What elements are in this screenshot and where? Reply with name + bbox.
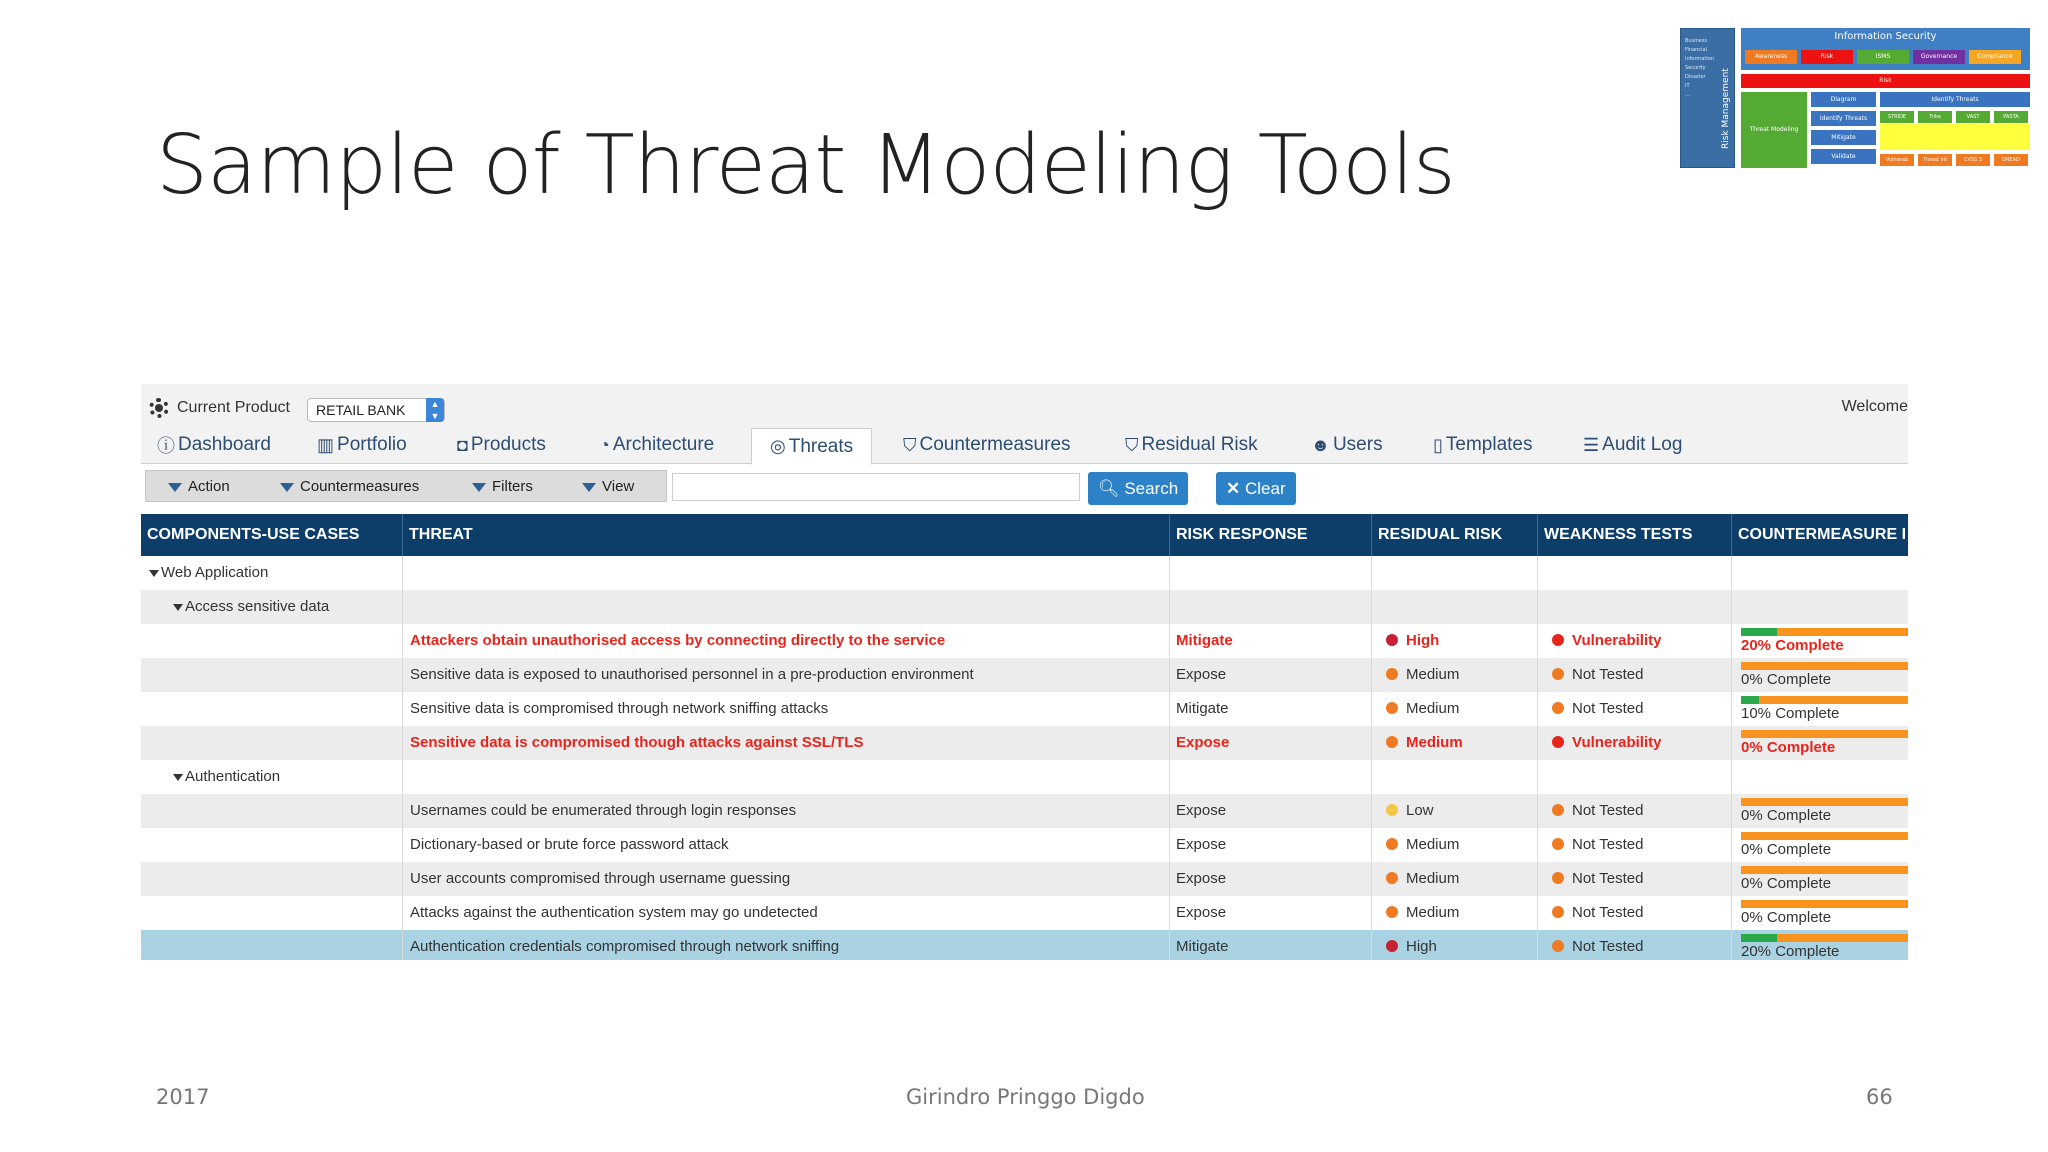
grid-cell [1170, 862, 1372, 896]
group-label: Web Application [161, 564, 269, 581]
side-item: Business [1685, 38, 1708, 44]
step: Validate [1811, 149, 1876, 164]
grid-cell [1372, 692, 1538, 726]
progress-bar [1741, 628, 1908, 636]
progress-label: 0% Complete [1741, 841, 1832, 858]
column-header[interactable]: RISK RESPONSE [1170, 514, 1372, 556]
tab-architecture[interactable] [599, 426, 714, 464]
grid-cell [403, 794, 1170, 828]
grid-cell [403, 760, 1170, 794]
residual-risk: Low [1406, 802, 1434, 819]
test-status-dot-icon [1552, 702, 1564, 714]
grid-cell [1538, 658, 1732, 692]
chip: ISMS [1857, 50, 1909, 64]
tab-label: Portfolio [337, 434, 407, 455]
grid-cell [1732, 862, 1908, 896]
tab-users[interactable] [1311, 426, 1383, 464]
tab-templates[interactable] [1433, 426, 1533, 464]
grid-cell [141, 692, 403, 726]
group-label: Authentication [185, 768, 281, 785]
threat-text: Authentication credentials compromised through network sniffing [410, 938, 840, 955]
side-list [1685, 37, 1714, 100]
method: Vulnerab [1880, 154, 1914, 166]
grid-cell [1538, 760, 1732, 794]
tab-label: Users [1332, 434, 1383, 455]
tab-threats[interactable] [751, 428, 872, 465]
method: CVSS 3 [1956, 154, 1990, 166]
tab-countermeasures[interactable] [903, 426, 1071, 464]
table-row[interactable] [141, 726, 1908, 760]
grid-cell [1538, 794, 1732, 828]
compass-icon: ◔ [599, 434, 610, 455]
risk-bar: Risk [1741, 74, 2030, 88]
tab-portfolio[interactable] [317, 426, 407, 464]
group-label: Access sensitive data [185, 598, 330, 615]
grid-cell [1538, 828, 1732, 862]
risk-status-dot-icon [1386, 634, 1398, 646]
grid-cell [1538, 896, 1732, 930]
risk-response: Expose [1176, 836, 1227, 853]
grid-cell [1372, 828, 1538, 862]
grid-header [141, 514, 1908, 556]
side-item: Financial [1685, 47, 1707, 53]
grid-cell [1372, 794, 1538, 828]
action-menu[interactable] [168, 471, 230, 503]
grid-cell [1170, 692, 1372, 726]
group-row[interactable] [141, 590, 1908, 624]
product-value: RETAIL BANK [316, 402, 406, 418]
method: VAST [1956, 111, 1990, 123]
chip: Compliance [1969, 50, 2021, 64]
grid-cell [403, 828, 1170, 862]
column-header[interactable]: THREAT [403, 514, 1170, 556]
toolbar [145, 470, 1908, 506]
grid-cell [1170, 624, 1372, 658]
tab-label: Templates [1445, 434, 1533, 455]
grid-cell [1732, 930, 1908, 960]
threat-text: Sensitive data is compromised through network sniffing attacks [410, 700, 829, 717]
tab-label: Threats [788, 435, 854, 457]
risk-status-dot-icon [1386, 838, 1398, 850]
side-item: Disaster [1685, 74, 1706, 80]
progress-bar [1741, 866, 1908, 874]
grid-cell [1732, 760, 1908, 794]
risk-response: Mitigate [1176, 632, 1233, 649]
grid-cell [141, 896, 403, 930]
grid-cell [403, 590, 1170, 624]
side-item: Information [1685, 56, 1714, 62]
expand-caret-icon[interactable] [173, 774, 183, 781]
expand-caret-icon[interactable] [149, 570, 159, 577]
tab-label: Residual Risk [1141, 434, 1258, 455]
risk-status-dot-icon [1386, 668, 1398, 680]
test-status-dot-icon [1552, 838, 1564, 850]
dropdown-arrow-icon [280, 483, 294, 492]
method: DREAD [1994, 154, 2028, 166]
residual-risk: Medium [1406, 870, 1460, 887]
expand-caret-icon[interactable] [173, 604, 183, 611]
grid-cell [141, 828, 403, 862]
risk-status-dot-icon [1386, 736, 1398, 748]
progress-bar [1741, 730, 1908, 738]
progress-fill [1741, 696, 1759, 704]
weakness-test: Vulnerability [1572, 734, 1662, 751]
residual-risk: High [1406, 938, 1437, 955]
grid-cell [403, 556, 1170, 590]
tab-audit-log[interactable] [1583, 426, 1682, 464]
grid-cell [403, 726, 1170, 760]
grid-cell [1538, 930, 1732, 960]
grid-cell [1538, 692, 1732, 726]
clear-label: Clear [1244, 479, 1286, 498]
progress-bar [1741, 662, 1908, 670]
grid-cell [1732, 692, 1908, 726]
side-item: ... [1685, 92, 1690, 98]
tab-label: Countermeasures [919, 434, 1071, 455]
weakness-test: Not Tested [1572, 870, 1644, 887]
risk-management-bar [1680, 28, 1735, 168]
grid-cell [1538, 624, 1732, 658]
risk-status-dot-icon [1386, 702, 1398, 714]
table-row[interactable] [141, 862, 1908, 896]
test-status-dot-icon [1552, 872, 1564, 884]
grid-cell [1170, 590, 1372, 624]
risk-status-dot-icon [1386, 940, 1398, 952]
table-row[interactable] [141, 624, 1908, 658]
risk-status-dot-icon [1386, 872, 1398, 884]
progress-label: 0% Complete [1741, 807, 1832, 824]
residual-risk: Medium [1406, 700, 1460, 717]
test-status-dot-icon [1552, 736, 1564, 748]
side-item: Security [1685, 65, 1706, 71]
progress-label: 20% Complete [1741, 943, 1840, 960]
progress-fill [1741, 628, 1777, 636]
residual-risk: Medium [1406, 836, 1460, 853]
menu-label: Countermeasures [300, 478, 420, 495]
grid-cell [141, 556, 403, 590]
grid-cell [1372, 896, 1538, 930]
test-status-dot-icon [1552, 668, 1564, 680]
grid-cell [141, 794, 403, 828]
threat-text: Sensitive data is exposed to unauthorised personnel in a pre-production environment [410, 666, 974, 683]
threat-text: Usernames could be enumerated through login responses [410, 802, 797, 819]
users-icon: ☻ [1311, 434, 1330, 455]
countermeasures-menu[interactable] [280, 471, 419, 503]
tab-label: Architecture [612, 434, 715, 455]
risk-response: Expose [1176, 802, 1227, 819]
progress-bar [1741, 696, 1908, 704]
grid-cell [141, 624, 403, 658]
progress-fill [1741, 934, 1777, 942]
grid-cell [141, 862, 403, 896]
threat-text: Dictionary-based or brute force password attack [410, 836, 729, 853]
grid-cell [141, 930, 403, 960]
weakness-test: Not Tested [1572, 938, 1644, 955]
step: Identify Threats [1811, 111, 1876, 126]
grid-cell [1372, 862, 1538, 896]
threat-text: Attackers obtain unauthorised access by connecting directly to the service [410, 632, 946, 649]
dropdown-arrow-icon [472, 483, 486, 492]
threat-text: Attacks against the authentication system may go undetected [410, 904, 818, 921]
close-icon: ✕ [1226, 479, 1241, 498]
progress-bar [1741, 900, 1908, 908]
welcome-text: Welcome [1841, 398, 1908, 415]
grid-cell [1372, 726, 1538, 760]
select-arrows-icon[interactable]: ▲ ▼ [426, 398, 444, 422]
weakness-test: Not Tested [1572, 666, 1644, 683]
grid-cell [403, 896, 1170, 930]
current-product-label: Current Product [177, 399, 290, 416]
shield-check-icon: ⛉ [1125, 434, 1139, 455]
grid-cell [1372, 658, 1538, 692]
grid-cell [1170, 828, 1372, 862]
test-status-dot-icon [1552, 634, 1564, 646]
residual-risk: Medium [1406, 734, 1463, 751]
menu-label: Filters [492, 478, 533, 495]
search-input[interactable] [672, 473, 1080, 501]
table-row[interactable] [141, 692, 1908, 726]
list-icon: ☰ [1583, 434, 1600, 455]
grid-cell [141, 760, 403, 794]
method: Trike [1918, 111, 1952, 123]
menu-label: View [602, 478, 635, 495]
grid-cell [1538, 862, 1732, 896]
footer-author: Girindro Pringgo Digdo [906, 1085, 1145, 1109]
weakness-test: Not Tested [1572, 700, 1644, 717]
infosec-block [1741, 28, 2030, 70]
table-row[interactable] [141, 658, 1908, 692]
grid-cell [1170, 556, 1372, 590]
shield-icon: ⛉ [903, 434, 917, 455]
grid-cell [403, 624, 1170, 658]
threats-icon: ◎ [770, 436, 786, 456]
grid-cell [1732, 624, 1908, 658]
grid-cell [1372, 556, 1538, 590]
threat-modeling-app [141, 384, 1908, 960]
clear-button[interactable] [1216, 472, 1296, 505]
method: STRIDE [1880, 111, 1914, 123]
column-header[interactable]: WEAKNESS TESTS [1538, 514, 1732, 556]
test-status-dot-icon [1552, 906, 1564, 918]
clipboard-icon: ▯ [1433, 434, 1443, 455]
column-header[interactable]: RESIDUAL RISK [1372, 514, 1538, 556]
grid-cell [1538, 590, 1732, 624]
main-tabs [141, 426, 1908, 464]
risk-response: Mitigate [1176, 938, 1229, 955]
table-row[interactable] [141, 794, 1908, 828]
grid-cell [1170, 658, 1372, 692]
table-row[interactable] [141, 828, 1908, 862]
column-header[interactable]: COMPONENTS-USE CASES [141, 514, 403, 556]
method: Threat Int [1918, 154, 1952, 166]
tab-dashboard[interactable] [157, 426, 271, 464]
threat-text: User accounts compromised through username guessing [410, 870, 791, 887]
grid-cell [1732, 658, 1908, 692]
view-menu[interactable] [582, 471, 634, 503]
residual-risk: Medium [1406, 666, 1460, 683]
grid-cell [1372, 930, 1538, 960]
side-item: IT [1685, 83, 1690, 89]
filters-menu[interactable] [472, 471, 533, 503]
risk-response: Mitigate [1176, 700, 1229, 717]
weakness-test: Not Tested [1572, 904, 1644, 921]
progress-bar [1741, 832, 1908, 840]
top-bar [141, 384, 1908, 464]
dropdown-arrow-icon [582, 483, 596, 492]
grid-cell [1538, 726, 1732, 760]
grid-cell [1372, 590, 1538, 624]
grid-cell [1732, 794, 1908, 828]
chip: Risk [1801, 50, 1853, 64]
grid-cell [1372, 760, 1538, 794]
grid-cell [1732, 590, 1908, 624]
weakness-test: Vulnerability [1572, 632, 1662, 649]
tab-products[interactable] [457, 426, 546, 464]
progress-label: 10% Complete [1741, 705, 1840, 722]
grid-cell [141, 658, 403, 692]
group-row[interactable] [141, 556, 1908, 590]
search-label: Search [1124, 479, 1179, 498]
risk-status-dot-icon [1386, 906, 1398, 918]
method: PASTA [1994, 111, 2028, 123]
risk-management-diagram [1680, 28, 2030, 168]
risk-status-dot-icon [1386, 804, 1398, 816]
grid-cell [403, 692, 1170, 726]
residual-risk: High [1406, 632, 1440, 649]
grid-cell [1170, 930, 1372, 960]
footer-page-number: 66 [1866, 1085, 1893, 1109]
identify-threats-block: Identify Threats [1880, 92, 2030, 107]
test-status-dot-icon [1552, 804, 1564, 816]
weakness-test: Not Tested [1572, 802, 1644, 819]
chip: Governance [1913, 50, 1965, 64]
grid-cell [1170, 794, 1372, 828]
progress-bar [1741, 798, 1908, 806]
weakness-test: Not Tested [1572, 836, 1644, 853]
grid-cell [1170, 896, 1372, 930]
table-row[interactable] [141, 896, 1908, 930]
search-button[interactable] [1088, 472, 1188, 505]
highlight-mark [1880, 124, 2030, 150]
progress-label: 0% Complete [1741, 671, 1832, 688]
column-header[interactable]: COUNTERMEASURE I [1738, 526, 1907, 543]
gear-icon[interactable] [149, 398, 169, 418]
progress-bar [1741, 934, 1908, 942]
progress-label: 20% Complete [1741, 637, 1844, 654]
grid-cell [1372, 624, 1538, 658]
risk-response: Expose [1176, 904, 1227, 921]
product-select[interactable] [307, 398, 445, 422]
tab-label: Audit Log [1602, 434, 1683, 455]
infosec-title: Information Security [1834, 31, 1937, 42]
dropdown-arrow-icon [168, 483, 182, 492]
vertical-label: Risk Management [1721, 68, 1731, 149]
search-icon: 🔍︎ [1098, 479, 1120, 498]
threat-text: Sensitive data is compromised though attacks against SSL/TLS [410, 734, 864, 751]
grid-cell [1732, 828, 1908, 862]
grid-cell [1732, 556, 1908, 590]
grid-cell [1538, 556, 1732, 590]
grid-cell [403, 862, 1170, 896]
portfolio-icon: ▥ [317, 434, 335, 455]
chip: Awareness [1745, 50, 1797, 64]
grid-cell [1170, 726, 1372, 760]
grid-cell [1170, 760, 1372, 794]
tab-label: Dashboard [178, 434, 271, 455]
risk-response: Expose [1176, 666, 1227, 683]
residual-risk: Medium [1406, 904, 1460, 921]
test-status-dot-icon [1552, 940, 1564, 952]
progress-label: 0% Complete [1741, 875, 1832, 892]
grid-cell [403, 930, 1170, 960]
table-row[interactable] [141, 930, 1908, 960]
grid-cell [141, 590, 403, 624]
toolbar-menu-group [145, 470, 667, 502]
grid-cell [141, 726, 403, 760]
risk-response: Expose [1176, 734, 1230, 751]
step: Diagram [1811, 92, 1876, 107]
info-icon: ⓘ [157, 436, 175, 456]
threat-modeling-block: Threat Modeling [1741, 92, 1807, 168]
grid-cell [1732, 896, 1908, 930]
risk-response: Expose [1176, 870, 1227, 887]
tab-label: Products [470, 434, 546, 455]
grid-cell [1732, 726, 1908, 760]
progress-label: 0% Complete [1741, 909, 1832, 926]
footer-year: 2017 [156, 1085, 210, 1109]
slide-title: Sample of Threat Modeling Tools [156, 118, 1455, 213]
products-icon: ◘ [457, 434, 468, 455]
group-row[interactable] [141, 760, 1908, 794]
step: Mitigate [1811, 130, 1876, 145]
grid-cell [403, 658, 1170, 692]
current-product [149, 398, 290, 418]
menu-label: Action [188, 478, 230, 495]
tab-residual-risk[interactable] [1125, 426, 1258, 464]
progress-label: 0% Complete [1741, 739, 1836, 756]
